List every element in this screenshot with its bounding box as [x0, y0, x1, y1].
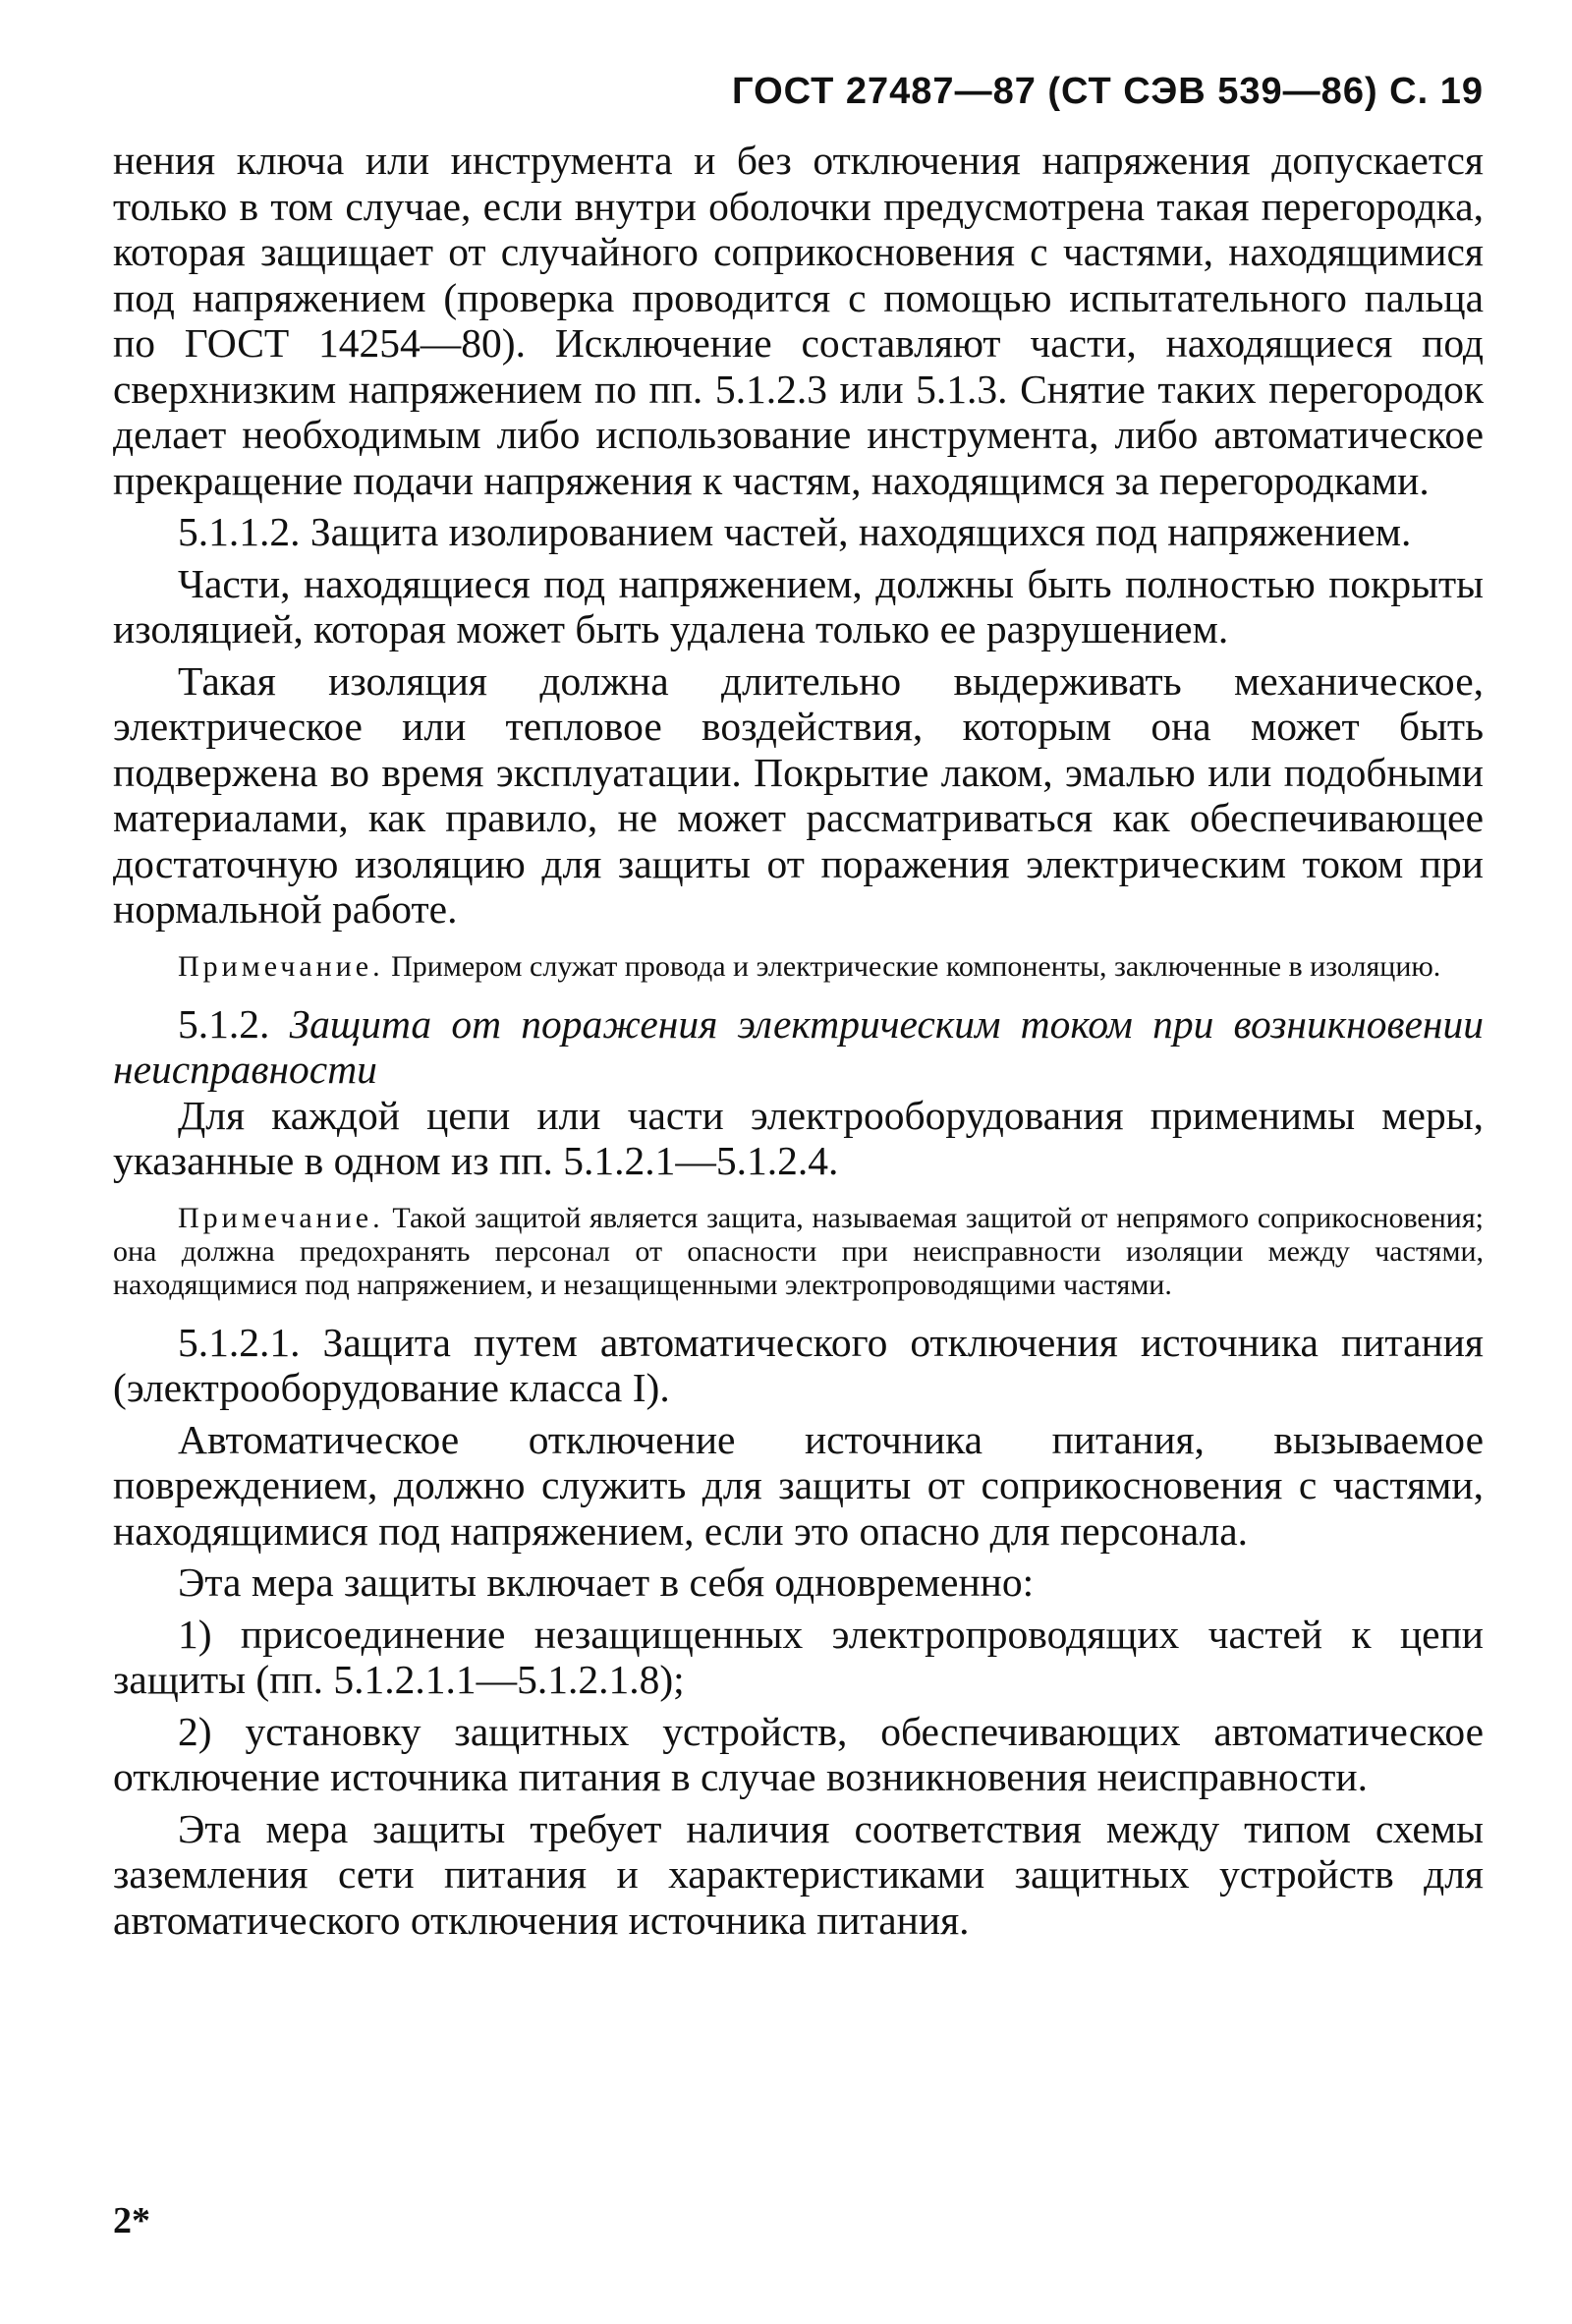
paragraph-measure-includes: Эта мера защиты включает в себя одновременно: — [178, 1559, 1035, 1605]
note-1-label: Примечание. — [178, 949, 384, 983]
paragraph-continuation: нения ключа или инструмента и без отключения напряжения допускается только в том случае, если внутри оболочки предусмотрена такая перегородка, которая защищает от случайного соприкосновения с частями, находящимися под напряжением (проверка проводится с помощью испытательного пальца по ГОСТ 14254—80). Исключение составляют части, находящиеся под сверхнизким напряжением по пп. 5.1.2.3 или 5.1.3. Снятие таких перегородок делает необходимым либо использование инструмента, либо автоматическое прекращение подачи напряжения к частям, находящимся за перегородками. — [113, 138, 1484, 503]
note-2 — [113, 1202, 1484, 1302]
page-body — [113, 138, 1484, 1943]
section-5-1-2-title: Защита от поражения электрическим током при возникновении неисправности — [113, 1000, 1484, 1092]
paragraph-insulation-durability: Такая изоляция должна длительно выдерживать механическое, электрическое или тепловое воздействия, которым она может быть подвержена во время эксплуатации. Покрытие лаком, эмалью или подобными материалами, как правило, не может рассматриваться как обеспечивающее достаточную изоляцию для защиты от поражения электрическим током при нормальной работе. — [113, 657, 1484, 932]
paragraph-auto-disconnect: Автоматическое отключение источника питания, вызываемое повреждением, должно служить для защиты от соприкосновения с частями, находящимися под напряжением, если это опасно для персонала. — [113, 1416, 1484, 1554]
note-2-text: Такой защитой является защита, называемая защитой от непрямого соприкосновения; она должна предохранять персонал от опасности при неисправности изоляции между частями, находящимися под напряжением, и незащищенными электропроводящими частями. — [113, 1201, 1484, 1301]
paragraph-requirement: Эта мера защиты требует наличия соответствия между типом схемы заземления сети питания и характеристиками защитных устройств для автоматического отключения источника питания. — [113, 1805, 1484, 1943]
note-2-label: Примечание. — [178, 1201, 384, 1234]
paragraph-measures: Для каждой цепи или части электрооборудования применимы меры, указанные в одном из пп. 5.1.2.1—5.1.2.4. — [113, 1092, 1484, 1183]
running-header — [113, 71, 1484, 113]
note-1-text: Примером служат провода и электрические компоненты, заключенные в изоляцию. — [383, 949, 1441, 983]
list-item-1: 1) присоединение незащищенных электропроводящих частей к цепи защиты (пп. 5.1.2.1.1—5.1.2.1.8); — [113, 1611, 1484, 1702]
section-5-1-2-heading — [113, 1001, 1484, 1093]
paragraph-insulation: Части, находящиеся под напряжением, должны быть полностью покрыты изоляцией, которая может быть удалена только ее разрушением. — [113, 560, 1484, 652]
section-5-1-2-1: 5.1.2.1. Защита путем автоматического отключения источника питания (электрооборудование класса I). — [113, 1319, 1484, 1410]
section-5-1-1-2: 5.1.1.2. Защита изолированием частей, находящихся под напряжением. — [178, 509, 1412, 554]
list-item-2: 2) установку защитных устройств, обеспечивающих автоматическое отключение источника питания в случае возникновения неисправности. — [113, 1708, 1484, 1799]
note-1 — [113, 950, 1484, 984]
signature-mark: 2* — [113, 2200, 150, 2241]
header-title: ГОСТ 27487—87 (СТ СЭВ 539—86) С. 19 — [732, 71, 1484, 112]
section-5-1-2-number: 5.1.2. — [178, 1000, 290, 1047]
